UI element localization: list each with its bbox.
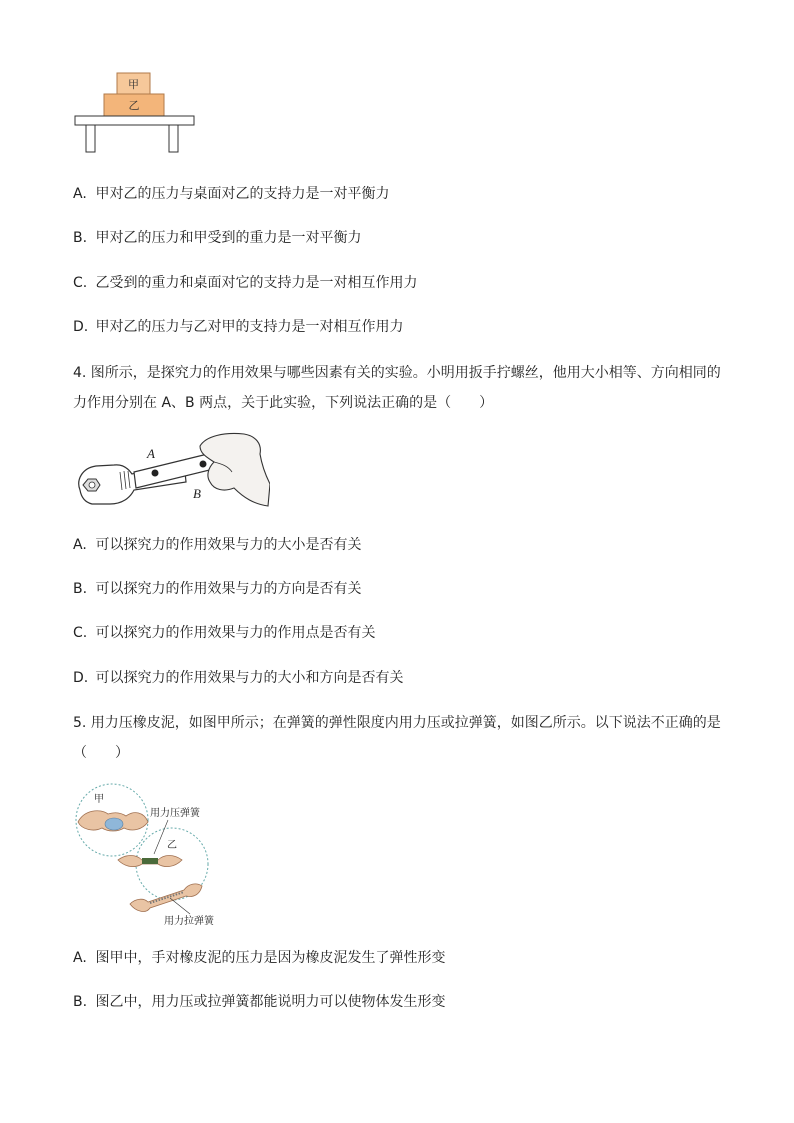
option-letter: B. xyxy=(73,230,88,246)
option-letter: C. xyxy=(73,275,88,291)
option-text: 可以探究力的作用效果与力的方向是否有关 xyxy=(95,581,362,597)
option-text: 可以探究力的作用效果与力的作用点是否有关 xyxy=(95,625,376,641)
q3-option-b xyxy=(73,228,361,248)
option-text: 可以探究力的作用效果与力的大小和方向是否有关 xyxy=(95,670,404,686)
q5-option-a xyxy=(73,948,445,968)
option-letter: B. xyxy=(73,581,88,597)
q4-option-b xyxy=(73,579,361,599)
option-text: 甲对乙的压力与桌面对乙的支持力是一对平衡力 xyxy=(95,186,390,202)
box-jia-label: 甲 xyxy=(128,78,139,91)
q4-option-d xyxy=(73,668,403,688)
option-text: 甲对乙的压力与乙对甲的支持力是一对相互作用力 xyxy=(95,319,404,335)
point-a-dot xyxy=(152,470,159,477)
table-leg-right xyxy=(169,125,178,152)
point-b-dot xyxy=(200,461,207,468)
putty-spring-figure xyxy=(74,782,254,928)
option-text: 图甲中，手对橡皮泥的压力是因为橡皮泥发生了弹性形变 xyxy=(95,950,446,966)
option-letter: A. xyxy=(73,537,87,553)
label-a: A xyxy=(147,446,155,461)
label-yi: 乙 xyxy=(167,840,177,851)
label-pull: 用力拉弹簧 xyxy=(164,916,214,927)
compressed-spring xyxy=(142,858,158,864)
label-b: B xyxy=(193,486,201,501)
label-press: 用力压弹簧 xyxy=(150,808,200,819)
q5-stem: 5. 用力压橡皮泥，如图甲所示；在弹簧的弹性限度内用力压或拉弹簧，如图乙所示。以下说法不正确的是（ ） xyxy=(73,715,721,761)
q3-option-d xyxy=(73,317,403,337)
putty xyxy=(105,818,123,830)
q3-option-a xyxy=(73,184,389,204)
table-leg-left xyxy=(86,125,95,152)
option-letter: D. xyxy=(73,670,89,686)
q4-stem: 4. 图所示，是探究力的作用效果与哪些因素有关的实验。小明用扳手拧螺丝，他用大小相等、方向相同的力作用分别在 A、B 两点，关于此实验，下列说法正确的是（ ） xyxy=(73,365,721,411)
hand-shape xyxy=(200,434,270,507)
q5-option-b xyxy=(73,992,445,1012)
option-text: 乙受到的重力和桌面对它的支持力是一对相互作用力 xyxy=(95,275,418,291)
hands-pull-spring xyxy=(130,884,202,912)
option-text: 甲对乙的压力和甲受到的重力是一对平衡力 xyxy=(95,230,362,246)
option-letter: C. xyxy=(73,625,88,641)
option-letter: A. xyxy=(73,950,87,966)
label-jia: 甲 xyxy=(94,794,104,805)
option-text: 可以探究力的作用效果与力的大小是否有关 xyxy=(95,537,362,553)
box-yi-label: 乙 xyxy=(128,99,140,112)
q4-option-c xyxy=(73,623,375,643)
option-letter: A. xyxy=(73,186,87,202)
option-letter: D. xyxy=(73,319,89,335)
q3-option-c xyxy=(73,273,417,293)
option-text: 图乙中，用力压或拉弹簧都能说明力可以使物体发生形变 xyxy=(95,994,446,1010)
q4-option-a xyxy=(73,535,361,555)
option-letter: B. xyxy=(73,994,88,1010)
stacked-boxes-figure xyxy=(70,68,200,158)
wrench-figure xyxy=(74,432,270,512)
table-top xyxy=(75,116,194,125)
